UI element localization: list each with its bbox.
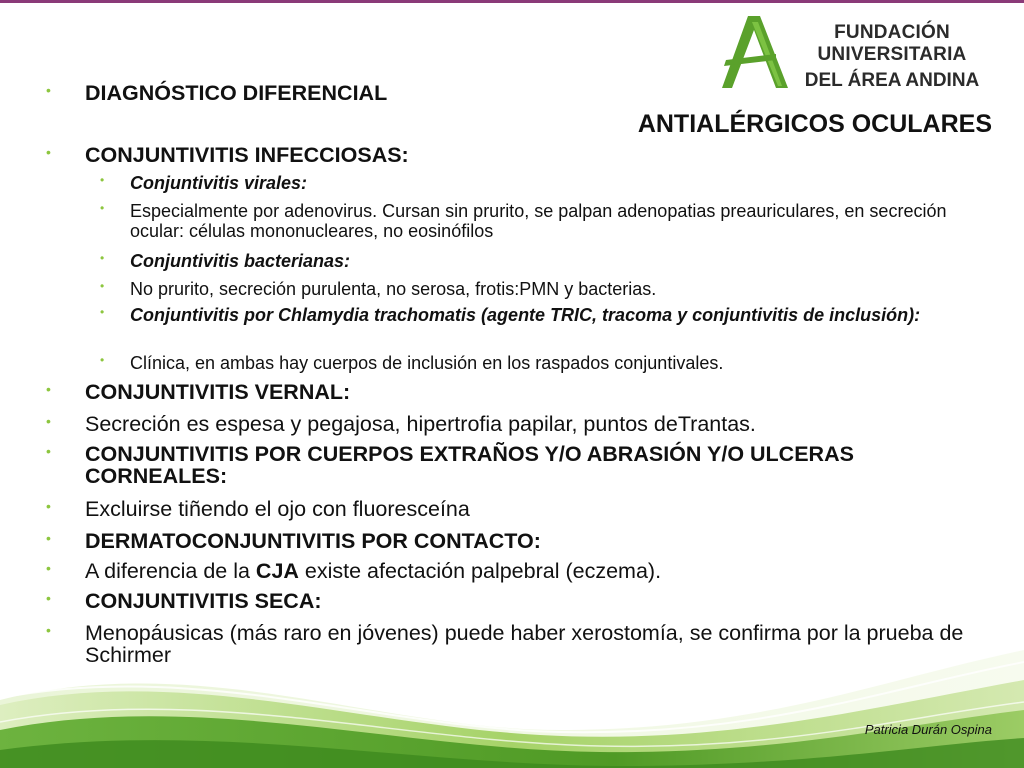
bullet-icon: • bbox=[100, 305, 105, 319]
bullet-text: CONJUNTIVITIS SECA: bbox=[85, 589, 322, 613]
bullet-icon: • bbox=[100, 279, 105, 293]
green-wave-decoration bbox=[0, 610, 1024, 768]
bullet-icon: • bbox=[46, 82, 51, 98]
bullet-icon: • bbox=[100, 173, 105, 187]
bullet-text: CONJUNTIVITIS VERNAL: bbox=[85, 380, 351, 404]
bullet-text bbox=[85, 560, 990, 582]
bullet-icon: • bbox=[100, 251, 105, 265]
bullet-text: Conjuntivitis por Chlamydia trachomatis (agente TRIC, tracoma y conjuntivitis de inclusión): bbox=[130, 305, 921, 325]
bullet-text: No prurito, secreción purulenta, no serosa, frotis:PMN y bacterias. bbox=[130, 279, 657, 299]
bullet-text: Conjuntivitis bacterianas: bbox=[130, 251, 351, 271]
bullet-icon: • bbox=[46, 560, 51, 576]
bullet-text: DERMATOCONJUNTIVITIS POR CONTACTO: bbox=[85, 529, 541, 553]
bullet-text: Menopáusicas (más raro en jóvenes) puede haber xerostomía, se confirma por la prueba de Schirmer bbox=[85, 621, 964, 667]
bullet-text: Conjuntivitis virales: bbox=[130, 173, 308, 193]
bullet-icon: • bbox=[46, 530, 51, 546]
bullet-icon: • bbox=[46, 622, 51, 638]
bullet-text-part: A diferencia de la bbox=[85, 559, 256, 583]
bullet-text: CONJUNTIVITIS POR CUERPOS EXTRAÑOS Y/O ABRASIÓN Y/O ULCERAS CORNEALES: bbox=[85, 442, 854, 488]
footer-author: Patricia Durán Ospina bbox=[864, 722, 992, 737]
logo-line-1: FUNDACIÓN UNIVERSITARIA bbox=[817, 22, 967, 65]
bullet-icon: • bbox=[100, 201, 105, 215]
logo-line-2: DEL ÁREA ANDINA bbox=[804, 70, 980, 91]
bullet-text: Secreción es espesa y pegajosa, hipertrofia papilar, puntos deTrantas. bbox=[85, 412, 756, 436]
bullet-text: DIAGNÓSTICO DIFERENCIAL bbox=[85, 81, 388, 105]
bullet-text-part: existe afectación palpebral (eczema). bbox=[298, 559, 662, 583]
bullet-icon: • bbox=[46, 144, 51, 160]
bullet-text: Excluirse tiñendo el ojo con fluoresceína bbox=[85, 497, 470, 521]
bullet-icon: • bbox=[100, 353, 105, 367]
bullet-icon: • bbox=[46, 381, 51, 397]
bullet-text: CONJUNTIVITIS INFECCIOSAS: bbox=[85, 143, 409, 167]
bullet-text: Clínica, en ambas hay cuerpos de inclusión en los raspados conjuntivales. bbox=[130, 353, 724, 373]
bullet-text: Especialmente por adenovirus. Cursan sin prurito, se palpan adenopatias preauriculares, en secreción ocular: células mononucleares, no eosinófilos bbox=[130, 201, 947, 241]
slide-title: ANTIALÉRGICOS OCULARES bbox=[637, 110, 992, 138]
bullet-text-bold: CJA bbox=[255, 559, 299, 583]
bullet-icon: • bbox=[46, 443, 51, 459]
bullet-icon: • bbox=[46, 590, 51, 606]
bullet-icon: • bbox=[46, 498, 51, 514]
bullet-icon: • bbox=[46, 413, 51, 429]
